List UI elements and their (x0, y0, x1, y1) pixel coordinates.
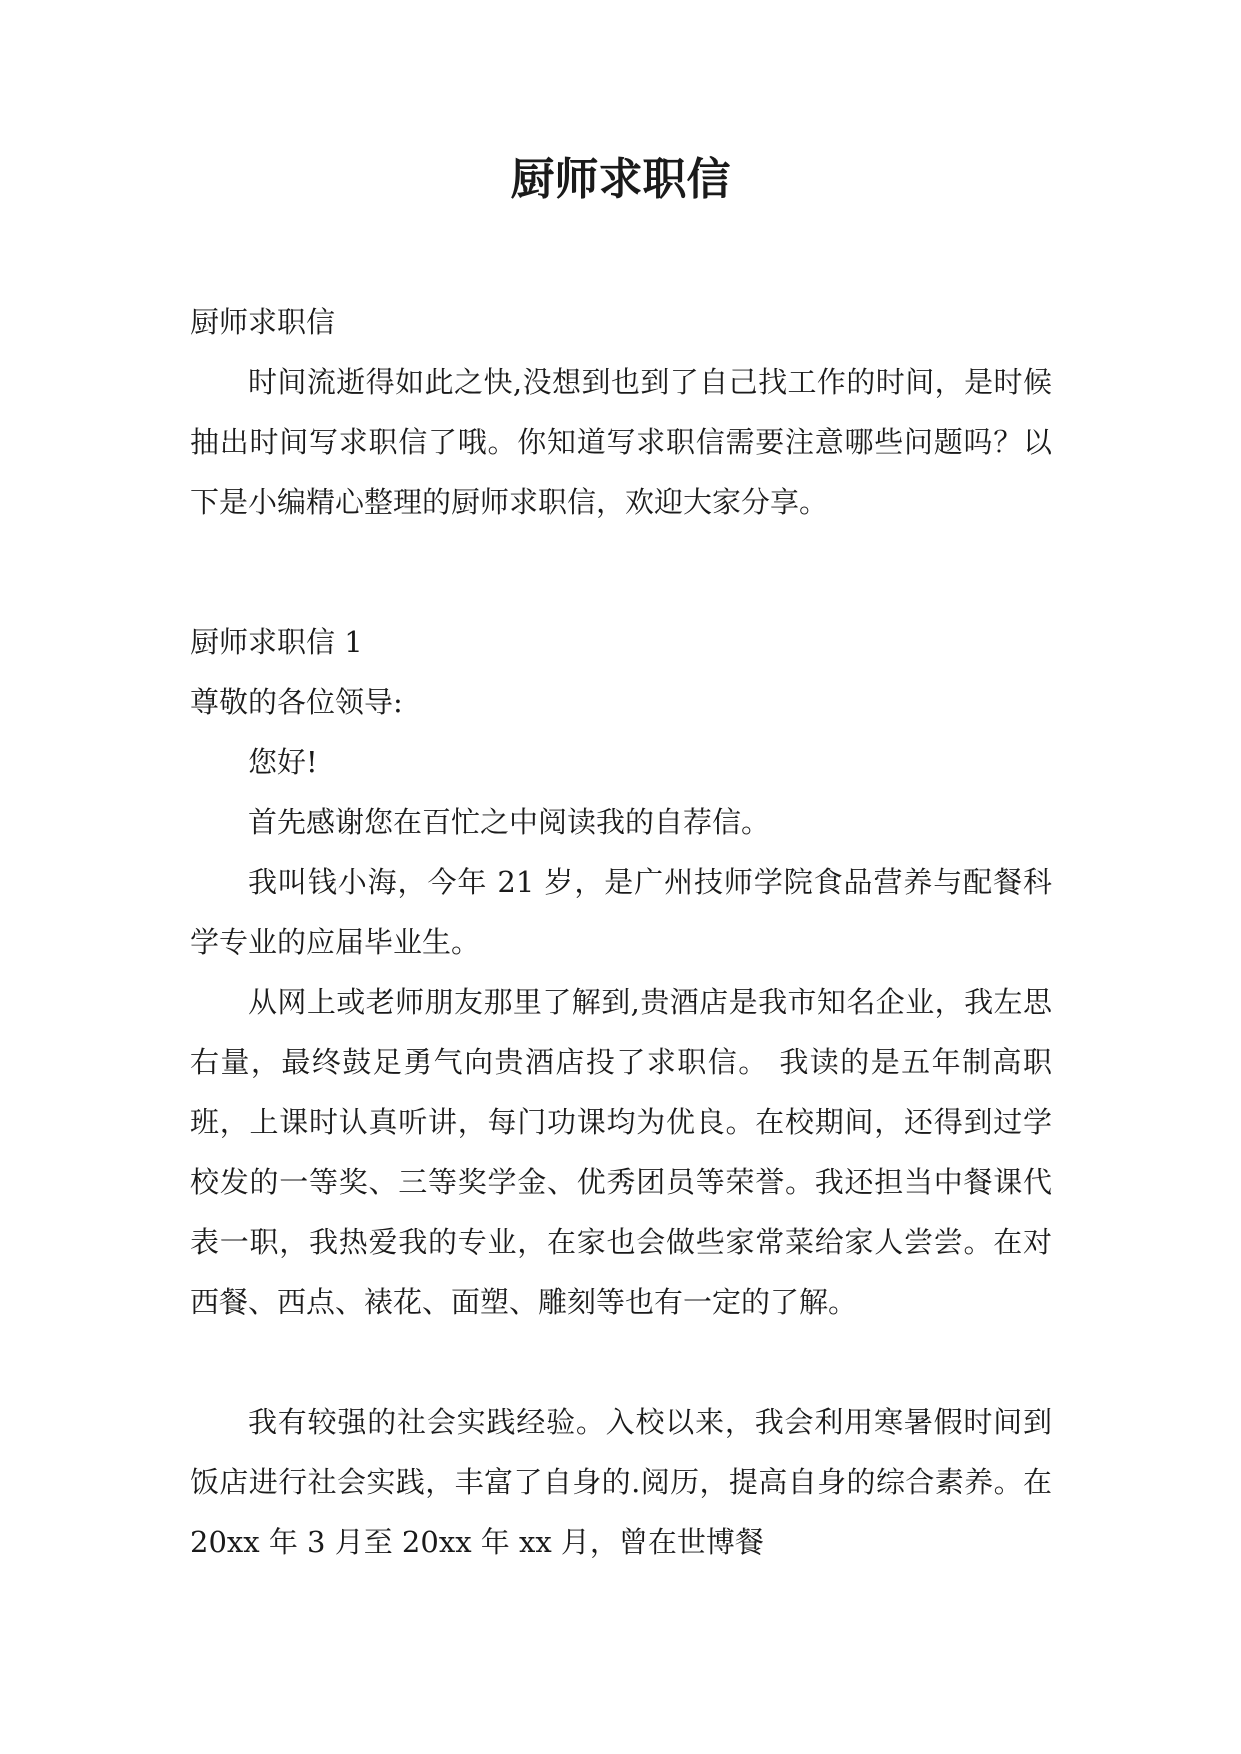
paragraph-introduction: 我叫钱小海，今年 21 岁，是广州技师学院食品营养与配餐科学专业的应届毕业生。 (190, 865, 1052, 959)
salutation: 尊敬的各位领导: (190, 685, 403, 719)
document-title: 厨师求职信 (510, 154, 731, 205)
intro-paragraph: 时间流逝得如此之快,没想到也到了自己找工作的时间，是时候抽出时间写求职信了哦。你知道写求职信需要注意哪些问题吗？以下是小编精心整理的厨师求职信，欢迎大家分享。 (190, 365, 1052, 519)
document-subtitle: 厨师求职信 (190, 305, 336, 339)
paragraph-experience: 我有较强的社会实践经验。入校以来，我会利用寒暑假时间到饭店进行社会实践，丰富了自身的.阅历，提高自身的综合素养。在 20xx 年 3 月至 20xx 年 xx 月，曾在世博餐 (190, 1405, 1052, 1559)
greeting: 您好! (248, 745, 318, 779)
paragraph-education: 从网上或老师朋友那里了解到,贵酒店是我市知名企业，我左思右量，最终鼓足勇气向贵酒店投了求职信。 我读的是五年制高职班，上课时认真听讲，每门功课均为优良。在校期间，还得到过学校发的一等奖、三等奖学金、优秀团员等荣誉。我还担当中餐课代表一职，我热爱我的专业，在家也会做些家常菜给家人尝尝。在对西餐、西点、裱花、面塑、雕刻等也有一定的了解。 (190, 985, 1052, 1319)
paragraph-thanks: 首先感谢您在百忙之中阅读我的自荐信。 (248, 805, 771, 839)
section-heading: 厨师求职信 1 (190, 625, 363, 659)
